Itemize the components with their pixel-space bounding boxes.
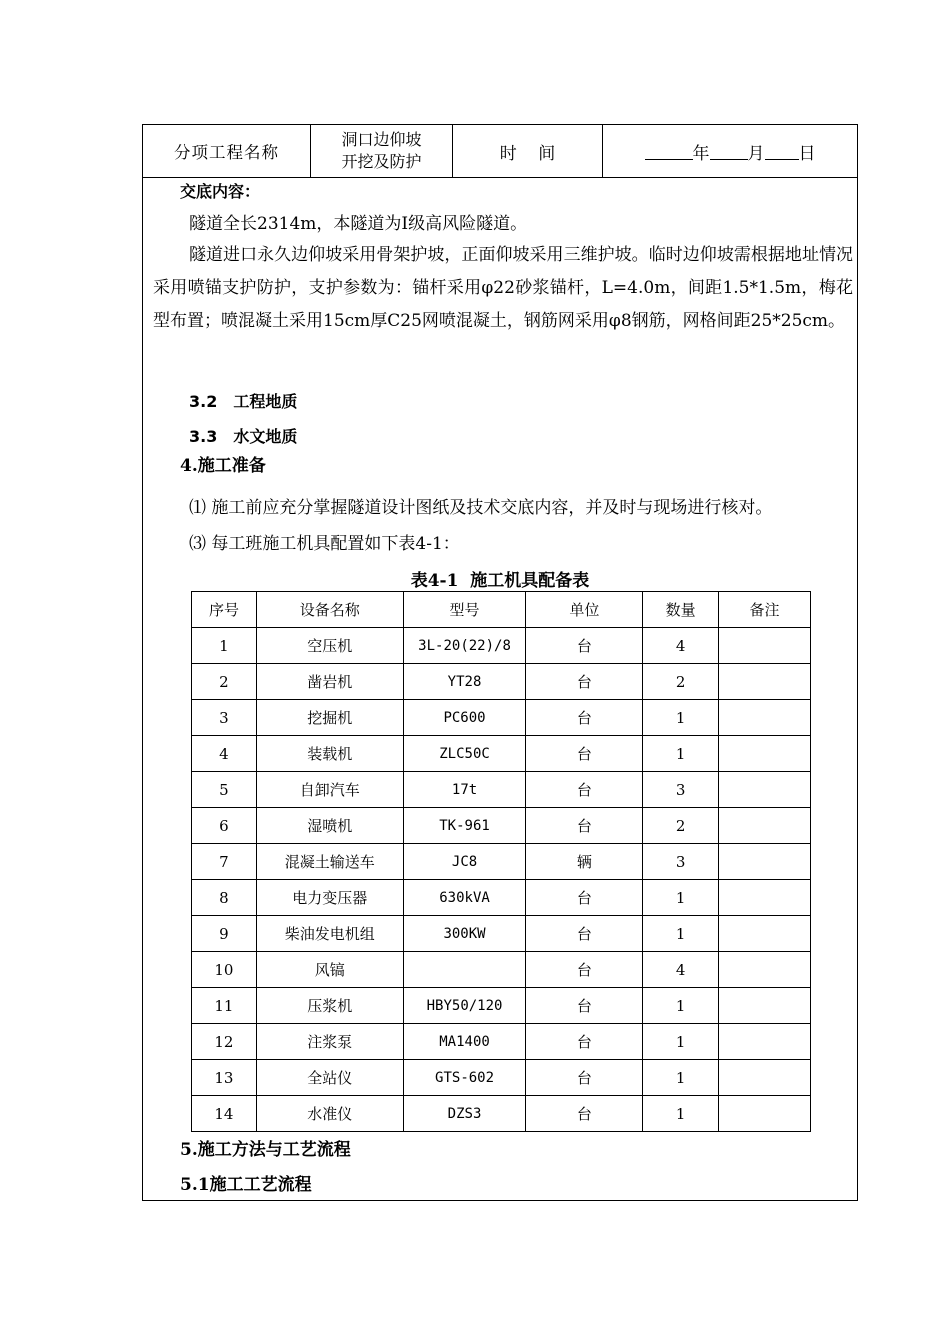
table-cell: 4 — [192, 736, 257, 772]
table-cell: 凿岩机 — [256, 664, 403, 700]
table-row — [192, 1060, 811, 1096]
paragraph-2: 隧道进口永久边仰坡采用骨架护坡，正面仰坡采用三维护坡。临时边仰坡需根据地址情况采用喷锚支护防护，支护参数为：锚杆采用φ22砂浆锚杆，L=4.0m，间距1.5*1.5m，梅花型布置；喷混凝土采用15cm厚C25网喷混凝土，钢筋网采用φ8钢筋，网格间距25*25cm。 — [153, 245, 853, 331]
table-cell: 空压机 — [256, 628, 403, 664]
table-cell: 挖掘机 — [256, 700, 403, 736]
table-header-cell: 型号 — [403, 592, 526, 628]
table-cell: 7 — [192, 844, 257, 880]
table-cell: 1 — [643, 916, 719, 952]
table-cell: 5 — [192, 772, 257, 808]
section-5-1: 5.1施工工艺流程 — [180, 1175, 312, 1195]
table-header-cell: 数量 — [643, 592, 719, 628]
table-cell: MA1400 — [403, 1024, 526, 1060]
table-cell — [719, 772, 811, 808]
table-row — [192, 700, 811, 736]
table-cell: 13 — [192, 1060, 257, 1096]
equipment-table — [191, 591, 811, 1132]
prep-item-3: ⑶ 每工班施工机具配置如下表4-1： — [189, 534, 460, 554]
table-cell: 压浆机 — [256, 988, 403, 1024]
table-cell: 台 — [526, 664, 643, 700]
table-cell: 注浆泵 — [256, 1024, 403, 1060]
table-header-cell: 备注 — [719, 592, 811, 628]
table-cell: 台 — [526, 1060, 643, 1096]
year-label: 年 — [692, 143, 710, 164]
year-blank — [645, 143, 693, 160]
table-cell: 10 — [192, 952, 257, 988]
table-row — [192, 880, 811, 916]
intro-label: 交底内容： — [180, 182, 261, 201]
table-cell: 1 — [643, 736, 719, 772]
table-header-cell: 序号 — [192, 592, 257, 628]
table-cell: 1 — [643, 1024, 719, 1060]
table-row — [192, 664, 811, 700]
table-cell: 电力变压器 — [256, 880, 403, 916]
table-cell: 3 — [192, 700, 257, 736]
table-cell — [719, 916, 811, 952]
table-cell: 台 — [526, 808, 643, 844]
table-row — [192, 808, 811, 844]
table-row — [192, 1096, 811, 1132]
table-cell: 9 — [192, 916, 257, 952]
section-3-2: 3.2 工程地质 — [189, 392, 298, 411]
table-cell: 3 — [643, 772, 719, 808]
table-cell: JC8 — [403, 844, 526, 880]
table-cell: GTS-602 — [403, 1060, 526, 1096]
table-cell — [719, 988, 811, 1024]
table-row — [192, 916, 811, 952]
table-cell — [719, 700, 811, 736]
table-row — [192, 628, 811, 664]
table-cell: 风镐 — [256, 952, 403, 988]
table-cell — [719, 664, 811, 700]
table-cell: 1 — [643, 880, 719, 916]
table-cell — [719, 1060, 811, 1096]
table-cell: 1 — [192, 628, 257, 664]
table-cell: 11 — [192, 988, 257, 1024]
table-cell: 湿喷机 — [256, 808, 403, 844]
table-cell — [719, 736, 811, 772]
table-cell: 台 — [526, 700, 643, 736]
table-cell: 1 — [643, 1060, 719, 1096]
table-cell — [719, 880, 811, 916]
table-cell: 1 — [643, 1096, 719, 1132]
item-value-line2: 开挖及防护 — [341, 152, 422, 171]
table-row — [192, 844, 811, 880]
month-blank — [710, 143, 748, 160]
table-cell: 台 — [526, 988, 643, 1024]
paragraph-1: 隧道全长2314m，本隧道为Ⅰ级高风险隧道。 — [189, 214, 528, 234]
table-header-cell: 设备名称 — [256, 592, 403, 628]
day-label: 日 — [798, 143, 816, 164]
table-cell: 2 — [192, 664, 257, 700]
table-cell: 水准仪 — [256, 1096, 403, 1132]
table-cell: 混凝土输送车 — [256, 844, 403, 880]
date-field — [603, 125, 857, 177]
table-cell: 台 — [526, 952, 643, 988]
table-cell — [719, 1096, 811, 1132]
table-cell — [403, 952, 526, 988]
section-3-3: 3.3 水文地质 — [189, 427, 298, 446]
month-label: 月 — [747, 143, 765, 164]
table-cell: HBY50/120 — [403, 988, 526, 1024]
table-cell — [719, 808, 811, 844]
table-header-cell: 单位 — [526, 592, 643, 628]
table-cell: 2 — [643, 664, 719, 700]
table-cell: 1 — [643, 700, 719, 736]
table-caption: 表4-1 施工机具配备表 — [410, 571, 590, 591]
table-cell: PC600 — [403, 700, 526, 736]
table-row — [192, 772, 811, 808]
table-cell: 3L-20(22)/8 — [403, 628, 526, 664]
table-cell: 台 — [526, 916, 643, 952]
table-cell: 台 — [526, 880, 643, 916]
table-cell: 柴油发电机组 — [256, 916, 403, 952]
day-blank — [765, 143, 799, 160]
table-cell: 台 — [526, 772, 643, 808]
table-cell: 4 — [643, 952, 719, 988]
table-cell — [719, 952, 811, 988]
table-cell: 3 — [643, 844, 719, 880]
table-cell: 12 — [192, 1024, 257, 1060]
table-header-row — [192, 592, 811, 628]
table-cell: 全站仪 — [256, 1060, 403, 1096]
table-cell — [719, 1024, 811, 1060]
table-row — [192, 736, 811, 772]
table-cell: 300KW — [403, 916, 526, 952]
prep-item-1: ⑴ 施工前应充分掌握隧道设计图纸及技术交底内容，并及时与现场进行核对。 — [189, 498, 773, 518]
table-cell: TK-961 — [403, 808, 526, 844]
document-frame — [142, 124, 858, 1201]
table-cell: 17t — [403, 772, 526, 808]
table-cell: 14 — [192, 1096, 257, 1132]
table-cell — [719, 844, 811, 880]
table-cell: 8 — [192, 880, 257, 916]
table-cell: YT28 — [403, 664, 526, 700]
item-value-line1: 洞口边仰坡 — [341, 130, 422, 149]
table-cell: 1 — [643, 988, 719, 1024]
table-cell: 自卸汽车 — [256, 772, 403, 808]
table-cell: 630kVA — [403, 880, 526, 916]
table-row — [192, 952, 811, 988]
table-cell: 台 — [526, 628, 643, 664]
table-cell: 4 — [643, 628, 719, 664]
item-name-value — [311, 125, 453, 177]
table-cell — [719, 628, 811, 664]
table-row — [192, 988, 811, 1024]
table-cell: 台 — [526, 1024, 643, 1060]
table-cell: DZS3 — [403, 1096, 526, 1132]
table-cell: 台 — [526, 1096, 643, 1132]
time-label: 时 间 — [453, 125, 603, 177]
header-row — [143, 125, 857, 178]
table-cell: 6 — [192, 808, 257, 844]
table-cell: 台 — [526, 736, 643, 772]
section-5: 5.施工方法与工艺流程 — [180, 1140, 351, 1160]
table-cell: 2 — [643, 808, 719, 844]
item-name-label: 分项工程名称 — [143, 125, 311, 177]
table-cell: 装载机 — [256, 736, 403, 772]
table-cell: ZLC50C — [403, 736, 526, 772]
table-cell: 辆 — [526, 844, 643, 880]
section-4: 4.施工准备 — [180, 456, 266, 476]
table-row — [192, 1024, 811, 1060]
